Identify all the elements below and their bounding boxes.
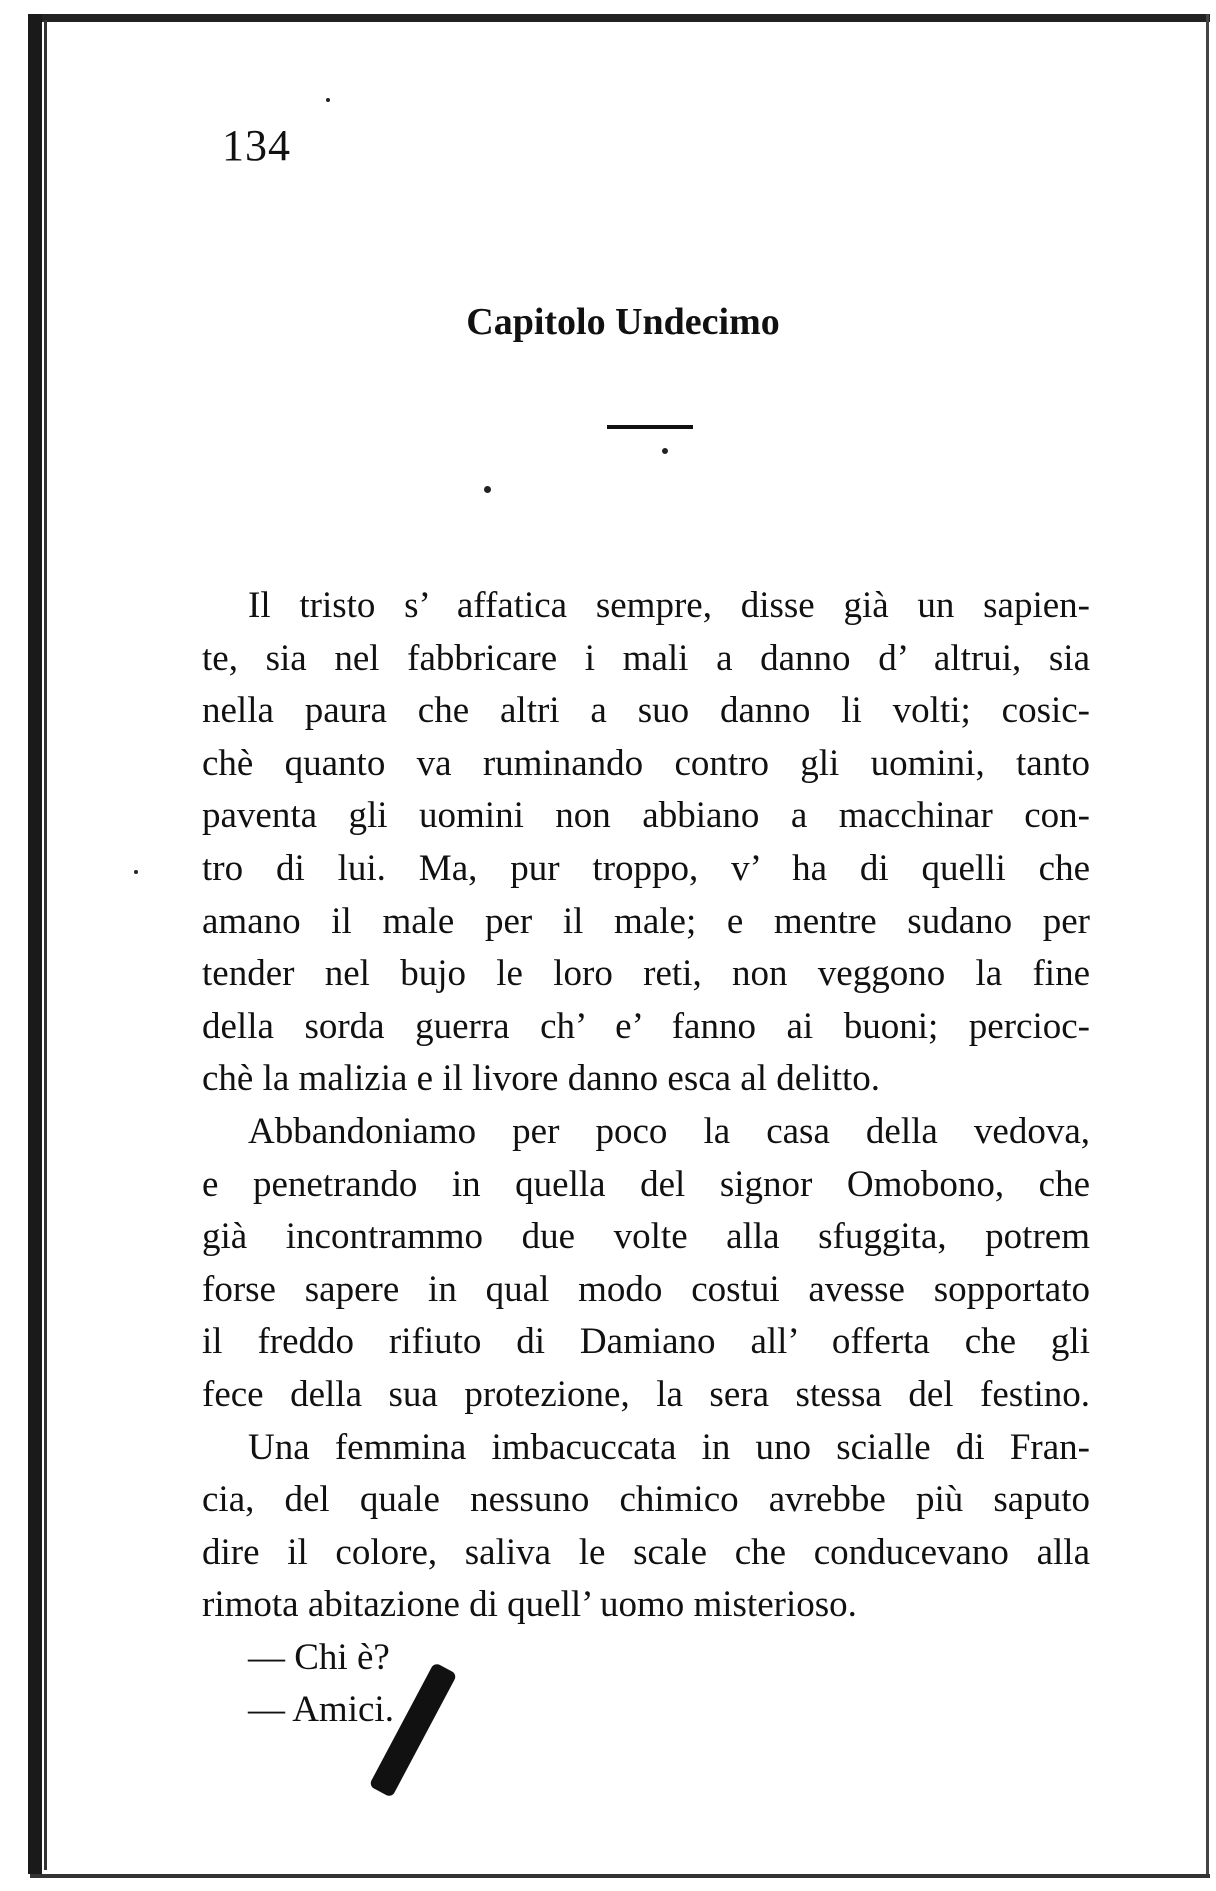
page-border-left-inner: [44, 20, 47, 1870]
page-number: 134: [222, 121, 291, 170]
text-line: te, sia nel fabbricare i mali a danno d’ altrui, sia: [202, 637, 1090, 679]
paragraph-1: [202, 580, 1090, 1106]
page-border-top: [30, 14, 1210, 22]
text-line: Il tristo s’ affatica sempre, disse già un sapien-: [248, 585, 1090, 626]
text-line: nella paura che altri a suo danno li volti; cosic-: [202, 690, 1090, 732]
text-line: già incontrammo due volte alla sfuggita, potrem: [202, 1216, 1090, 1258]
text-line: chè quanto va ruminando contro gli uomini, tanto: [202, 742, 1090, 784]
dialogue: [202, 1632, 1090, 1737]
paragraph-2: [202, 1106, 1090, 1422]
text-line: fece della sua protezione, la sera stessa del festino.: [202, 1373, 1090, 1415]
text-line: Una femmina imbacuccata in uno scialle di Fran-: [248, 1426, 1090, 1468]
text-line: Abbandoniamo per poco la casa della vedova,: [248, 1110, 1090, 1152]
page-border-right: [1206, 14, 1209, 1878]
dialogue-line: — Amici.: [248, 1689, 394, 1731]
text-line: rimota abitazione di quell’ uomo misterioso.: [202, 1584, 857, 1626]
text-line: paventa gli uomini non abbiano a macchinar con-: [202, 795, 1090, 837]
text-line: il freddo rifiuto di Damiano all’ offerta che gli: [202, 1321, 1090, 1363]
text-line: cia, del quale nessuno chimico avrebbe più saputo: [202, 1479, 1090, 1521]
body-text: [202, 580, 1090, 1737]
dialogue-line: — Chi è?: [248, 1636, 390, 1678]
ink-speck: [326, 98, 330, 102]
text-line: tro di lui. Ma, pur troppo, v’ ha di quelli che: [202, 847, 1090, 889]
text-line: chè la malizia e il livore danno esca al delitto.: [202, 1058, 881, 1100]
text-line: tender nel bujo le loro reti, non veggono la fine: [202, 953, 1090, 995]
text-line: amano il male per il male; e mentre sudano per: [202, 900, 1090, 942]
text-line: dire il colore, saliva le scale che conducevano alla: [202, 1531, 1090, 1573]
title-rule: [607, 425, 693, 429]
page-border-bottom: [30, 1874, 1210, 1878]
text-line: della sorda guerra ch’ e’ fanno ai buoni; percioc-: [202, 1005, 1090, 1047]
text-line: forse sapere in qual modo costui avesse sopportato: [202, 1268, 1090, 1310]
page-border-left: [28, 14, 42, 1874]
chapter-title: Capitolo Undecimo: [466, 301, 780, 343]
ink-speck: [134, 870, 138, 874]
ink-speck: [662, 448, 668, 454]
text-line: e penetrando in quella del signor Omobono, che: [202, 1163, 1090, 1205]
ink-speck: [484, 486, 491, 493]
paragraph-3: [202, 1422, 1090, 1632]
